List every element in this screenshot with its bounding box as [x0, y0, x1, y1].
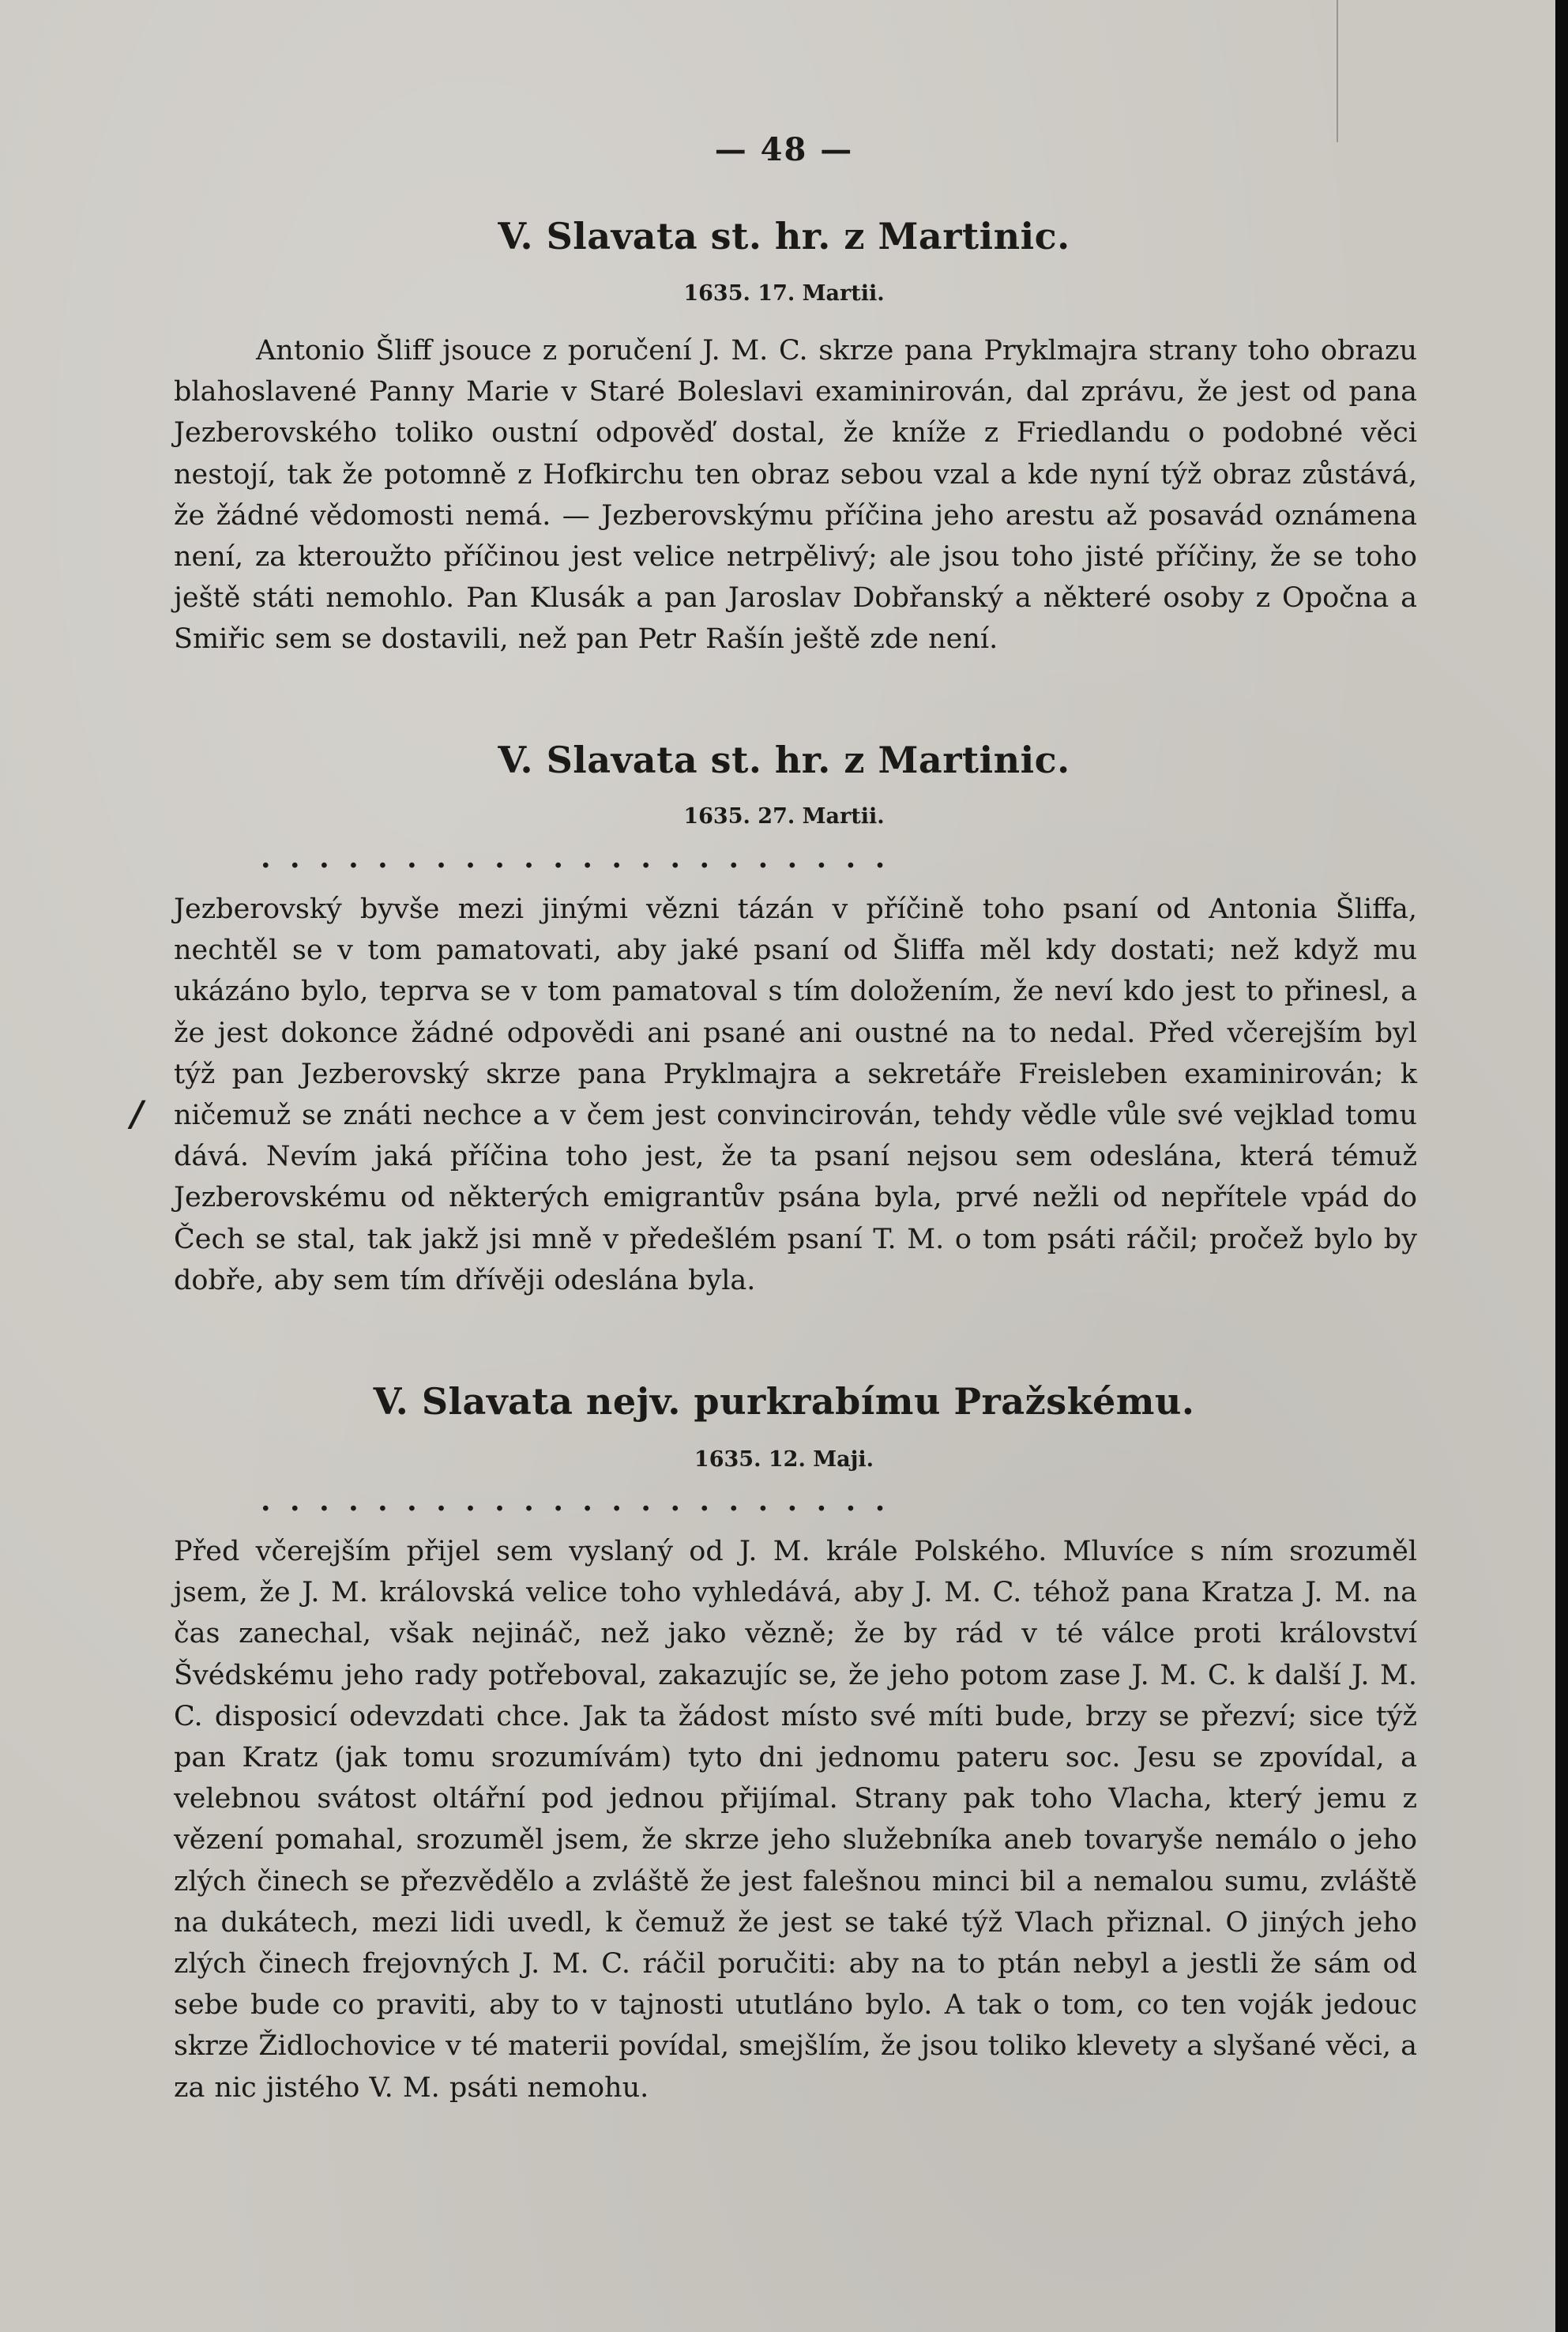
scan-edge-border	[1555, 0, 1568, 2332]
letter-3-ellipsis: ......................	[261, 1485, 904, 1517]
letter-1-heading: V. Slavata st. hr. z Martinic.	[498, 215, 1070, 258]
letter-1-date: 1635. 17. Martii.	[683, 281, 885, 306]
letter-2-heading: V. Slavata st. hr. z Martinic.	[498, 739, 1070, 781]
letter-2-date: 1635. 27. Martii.	[683, 804, 885, 829]
letter-3-heading: V. Slavata nejv. purkrabímu Pražskému.	[373, 1380, 1195, 1423]
letter-3-date: 1635. 12. Maji.	[694, 1447, 874, 1472]
letter-1-body: Antonio Šliff jsouce z poručení J. M. C. skrze pana Pryklmajra strany toho obrazu blahoslavené Panny Marie v Staré Boleslavi examinirován, dal zprávu, že jest od pana Jezberovského toliko oustní odpověď dostal, že kníže z Friedlandu o podobné věci nestojí, tak že potomně z Hofkirchu ten obraz sebou vzal a kde nyní týž obraz zůstává, že žádné vědomosti nemá. — Jezberovskýmu příčina jeho arestu až posavád oznámena není, za kteroužto příčinou jest velice netrpělivý; ale jsou toho jisté příčiny, že se toho ještě státi nemohlo. Pan Klusák a pan Jaroslav Dobřanský a některé osoby z Opočna a Smiřic sem se dostavili, než pan Petr Rašín ještě zde není.	[174, 335, 1417, 656]
letter-2-ellipsis: ......................	[261, 842, 904, 874]
letter-3-body: Před včerejším přijel sem vyslaný od J. M. krále Polského. Mluvíce s ním srozuměl jsem, že J. M. královská velice toho vyhledává, aby J. M. C. téhož pana Kratza J. M. na čas zanechal, však nejináč, než jako vězně; že by rád v té válce proti království Švédskému jeho rady potřeboval, zakazujíc se, že jeho potom zase J. M. C. k další J. M. C. disposicí odevzdati chce. Jak ta žádost místo své míti bude, brzy se přezví; sice týž pan Kratz (jak tomu srozumívám) tyto dni jednomu pateru soc. Jesu se zpovídal, a velebnou svátost oltářní pod jednou přijímal. Strany pak toho Vlacha, který jemu z vězení pomahal, srozuměl jsem, že skrze jeho služebníka aneb tovaryše nemálo o jeho zlých činech se přezvědělo a zvláště že jest falešnou minci bil a nemalou sumu, zvláště na dukátech, mezi lidi uvedl, k čemuž že jest se také týž Vlach přiznal. O jiných jeho zlých činech frejovných J. M. C. ráčil poručiti: aby na to ptán nebyl a jestli že sám od sebe bude co praviti, aby to v tajnosti ututláno bylo. A tak o tom, co ten voják jedouc skrze Židlochovice v té materii povídal, smejšlím, že jsou toliko klevety a slyšané věci, a za nic jistého V. M. psáti nemohu.	[174, 1536, 1417, 2104]
paper-fold-line	[1337, 0, 1338, 142]
margin-annotation-mark: /	[130, 1094, 144, 1134]
page-number: — 48 —	[714, 131, 854, 168]
letter-2-body: Jezberovský byvše mezi jinými vězni tázán v příčině toho psaní od Antonia Šliffa, nechtěl se v tom pamatovati, aby jaké psaní od Šliffa měl kdy dostati; než když mu ukázáno bylo, teprva se v tom pamatoval s tím doložením, že neví kdo jest to přinesl, a že jest dokonce žádné odpovědi ani psané ani oustné na to nedal. Před včerejším byl týž pan Jezberovský skrze pana Pryklmajra a sekretáře Freisleben examinirován; k ničemuž se znáti nechce a v čem jest convincirován, tehdy vědle vůle své vejklad tomu dává. Nevím jaká příčina toho jest, že ta psaní nejsou sem odeslána, která témuž Jezberovskému od některých emigrantův psána byla, prvé nežli od nepřítele vpád do Čech se stal, tak jakž jsi mně v předešlém psaní T. M. o tom psáti ráčil; pročež bylo by dobře, aby sem tím dřívěji odeslána byla.	[174, 893, 1417, 1296]
